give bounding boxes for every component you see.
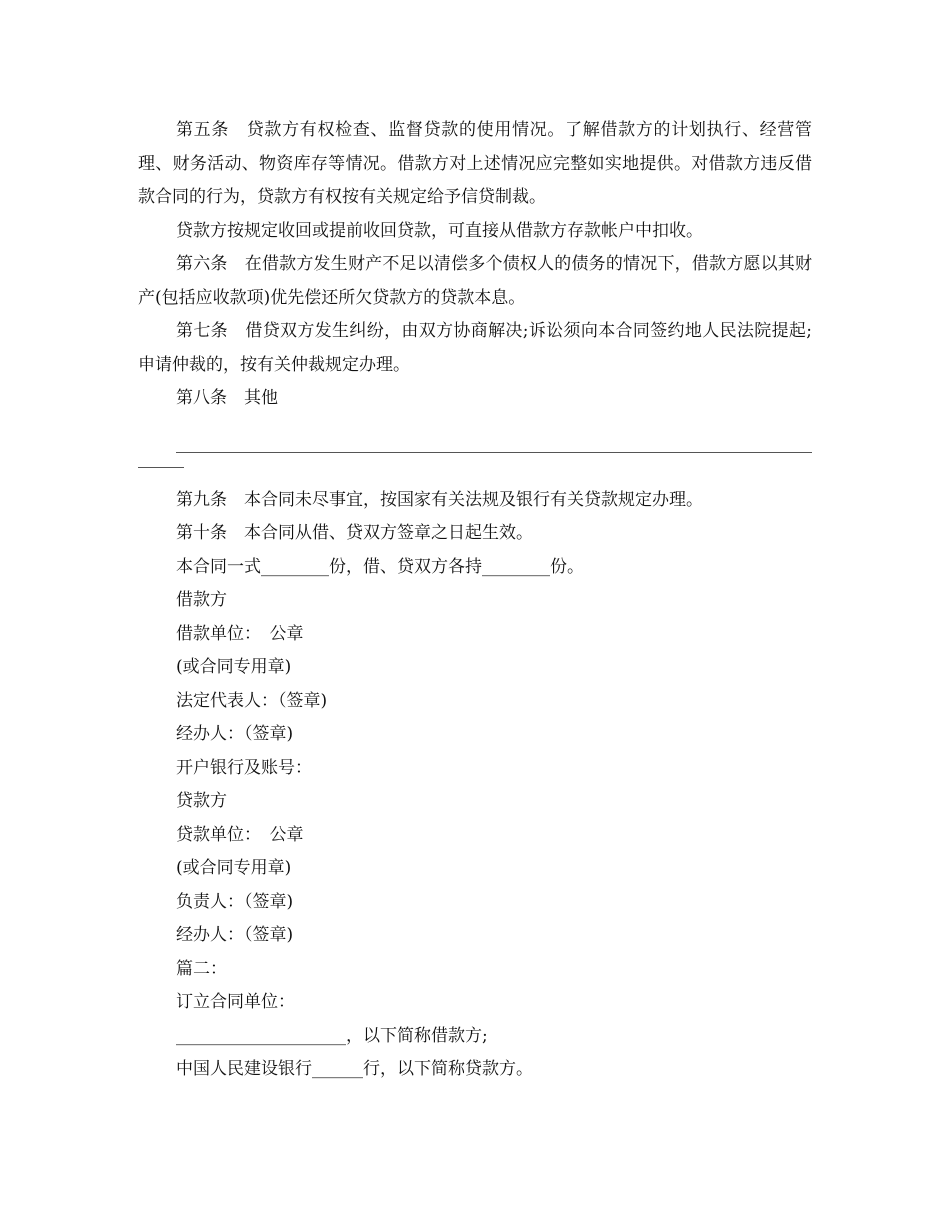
copies-line: 本合同一式________份，借、贷双方各持________份。	[176, 556, 584, 577]
article-6-paragraph: 第六条 在借款方发生财产不足以清偿多个债权人的债务的情况下，借款方愿以其财产(包括应收款项)优先偿还所欠贷款方的贷款本息。	[138, 254, 812, 308]
borrower-heading: 借款方	[176, 590, 227, 610]
blank-line-continuation	[138, 467, 184, 468]
article-8-paragraph: 第八条 其他	[176, 388, 278, 408]
lender-handler-signature: 经办人：（签章)	[176, 925, 294, 945]
responsible-person-signature: 负责人：（签章)	[176, 891, 294, 912]
lender-definition-line: 中国人民建设银行______行，以下简称贷款方。	[176, 1059, 533, 1079]
article-10-line: 第十条 本合同从借、贷双方签章之日起生效。	[176, 523, 533, 543]
lender-heading: 贷款方	[176, 791, 227, 811]
borrower-unit-seal: 借款单位： 公章	[176, 623, 304, 644]
borrower-definition-line: ____________________，以下简称借款方;	[176, 1025, 488, 1046]
article-9-line: 第九条 本合同未尽事宜，按国家有关法规及银行有关贷款规定办理。	[176, 489, 703, 510]
loan-recovery-paragraph: 贷款方按规定收回或提前收回贷款，可直接从借款方存款帐户中扣收。	[176, 220, 703, 241]
fill-in-blank-lines	[138, 416, 812, 484]
borrower-contract-seal: (或合同专用章)	[176, 657, 292, 677]
lender-contract-seal: (或合同专用章)	[176, 858, 292, 878]
blank-line	[176, 452, 812, 453]
part-two-heading: 篇二：	[176, 958, 227, 979]
legal-representative-signature: 法定代表人：（签章)	[176, 690, 328, 711]
article-7-paragraph: 第七条 借贷双方发生纠纷，由双方协商解决;诉讼须向本合同签约地人民法院提起;申请仲裁的，按有关仲裁规定办理。	[138, 321, 812, 375]
borrower-handler-signature: 经办人：（签章)	[176, 724, 294, 744]
lender-unit-seal: 贷款单位： 公章	[176, 824, 304, 845]
contracting-parties-label: 订立合同单位：	[176, 992, 295, 1012]
document-body	[138, 114, 812, 1087]
bank-account-line: 开户银行及账号：	[176, 757, 312, 778]
article-5-paragraph: 第五条 贷款方有权检查、监督贷款的使用情况。了解借款方的计划执行、经营管理、财务活动、物资库存等情况。借款方对上述情况应完整如实地提供。对借款方违反借款合同的行为，贷款方有权按有关规定给予信贷制裁。	[138, 120, 812, 207]
